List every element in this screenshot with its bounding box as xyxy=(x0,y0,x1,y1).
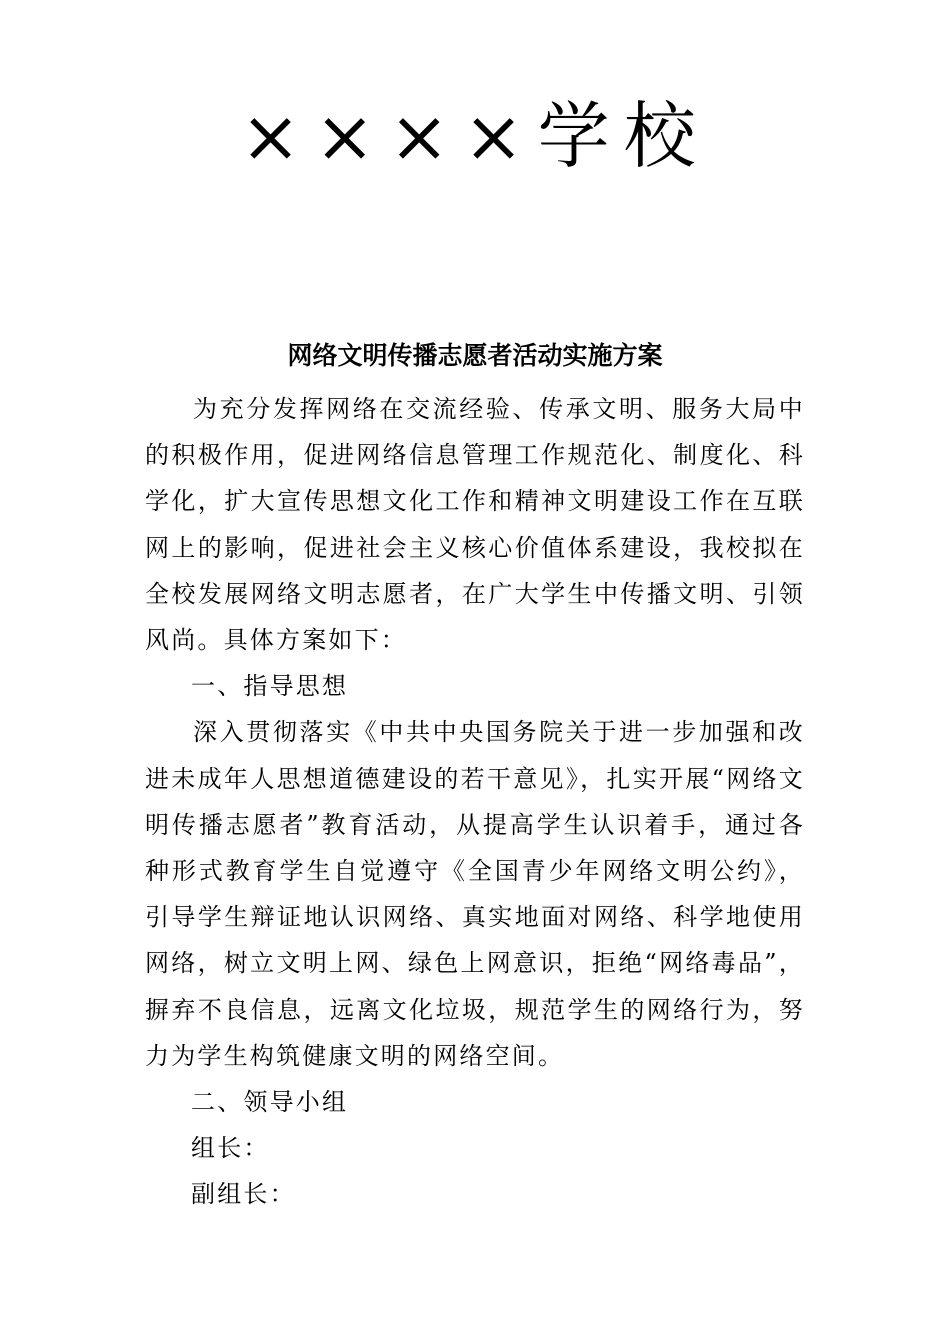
deputy-leader-label: 副组长： xyxy=(191,1180,296,1209)
guiding-ideology-paragraph: 深入贯彻落实《中共中央国务院关于进一步加强和改进未成年人思想道德建设的若干意见》，扎实开展“网络文明传播志愿者”教育活动，从提高学生认识着手，通过各种形式教育学生自觉遵守《全国青少年网络文明公约》，引导学生辩证地认识网络、真实地面对网络、科学地使用网络，树立文明上网、绿色上网意识，拒绝“网络毒品”，摒弃不良信息，远离文化垃圾，规范学生的网络行为，努力为学生构筑健康文明的网络空间。 xyxy=(145,718,805,1070)
document-body xyxy=(145,386,805,1218)
document-title: 网络文明传播志愿者活动实施方案 xyxy=(287,341,663,370)
intro-paragraph: 为充分发挥网络在交流经验、传承文明、服务大局中的积极作用，促进网络信息管理工作规范化、制度化、科学化，扩大宣传思想文化工作和精神文明建设工作在互联网上的影响，促进社会主义核心价值体系建设，我校拟在全校发展网络文明志愿者，在广大学生中传播文明、引领风尚。具体方案如下： xyxy=(145,395,805,655)
section-heading-leading-group: 二、领导小组 xyxy=(191,1088,349,1117)
section-heading-guiding-ideology: 一、指导思想 xyxy=(191,672,349,701)
school-name-header: ××××学校 xyxy=(240,94,710,178)
leader-label: 组长： xyxy=(191,1134,270,1163)
